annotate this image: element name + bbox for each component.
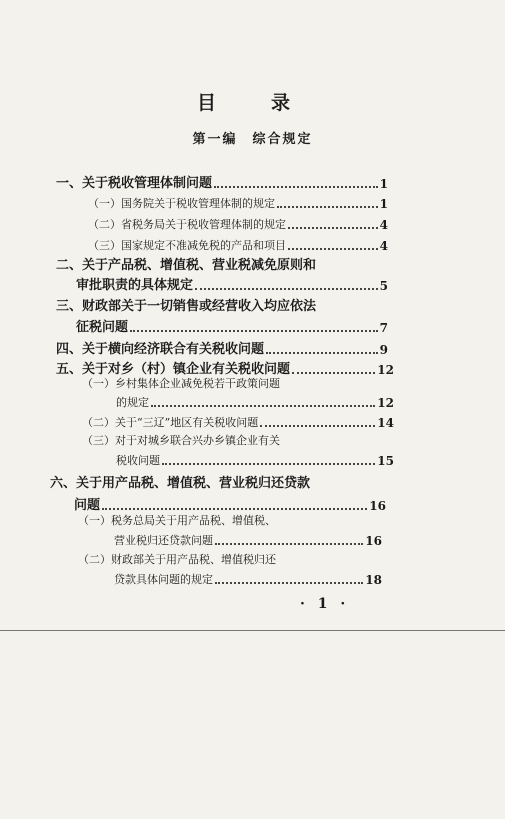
toc-entry-text: （一）国务院关于税收管理体制的规定 <box>88 197 275 210</box>
toc-entry-text: 一、关于税收管理体制问题 <box>56 176 213 191</box>
leader-dots <box>215 543 363 545</box>
toc-entry-5-1-line1[interactable]: （一）乡村集体企业减免税若干政策问题 <box>82 377 280 390</box>
toc-entry-6-1-line1[interactable]: （一）税务总局关于用产品税、增值税、 <box>78 514 276 527</box>
toc-entry-text: （二）关于“三辽”地区有关税收问题 <box>82 416 259 429</box>
leader-dots <box>130 330 378 332</box>
toc-entry-1-2[interactable] <box>88 216 388 232</box>
toc-entry-text: 营业税归还贷款问题 <box>114 534 213 547</box>
page-number: · 1 · <box>300 596 350 612</box>
toc-entry-5-1[interactable] <box>116 394 394 410</box>
toc-page-number: 12 <box>377 363 394 377</box>
toc-entry-4[interactable] <box>56 338 388 357</box>
toc-entry-1-3[interactable] <box>88 237 388 253</box>
toc-entry-6-2[interactable] <box>114 571 382 587</box>
leader-dots <box>292 372 375 374</box>
leader-dots <box>288 227 378 229</box>
page-bottom-rule <box>0 630 505 631</box>
leader-dots <box>266 352 378 354</box>
toc-page-number: 16 <box>365 534 382 548</box>
page-title: 目 录 <box>196 92 308 114</box>
toc-entry-text: （二）省税务局关于税收管理体制的规定 <box>88 218 286 231</box>
toc-entry-2[interactable] <box>76 274 388 293</box>
toc-entry-1[interactable] <box>56 172 388 191</box>
leader-dots <box>214 186 378 188</box>
section-heading: 第一编 综合规定 <box>192 132 313 147</box>
toc-page-number: 7 <box>379 321 388 335</box>
toc-entry-text: 贷款具体问题的规定 <box>114 573 213 586</box>
toc-page-number: 1 <box>379 197 388 211</box>
leader-dots <box>195 288 378 290</box>
leader-dots <box>102 508 367 510</box>
toc-entry-text: 税收问题 <box>116 454 160 467</box>
toc-page-number: 5 <box>379 279 388 293</box>
leader-dots <box>151 405 375 407</box>
toc-entry-5-3-line1[interactable]: （三）对于对城乡联合兴办乡镇企业有关 <box>82 434 280 447</box>
leader-dots <box>260 425 375 427</box>
toc-entry-5-2[interactable] <box>82 414 394 430</box>
toc-page-number: 12 <box>377 396 394 410</box>
toc-entry-text: 审批职责的具体规定 <box>76 278 194 293</box>
toc-page-number: 9 <box>379 343 388 357</box>
toc-page-number: 16 <box>369 499 386 513</box>
leader-dots <box>288 248 378 250</box>
toc-entry-6-line1[interactable]: 六、关于用产品税、增值税、营业税归还贷款 <box>50 476 311 491</box>
toc-entry-3-line1[interactable]: 三、财政部关于一切销售或经营收入均应依法 <box>56 299 317 314</box>
toc-entry-6-1[interactable] <box>114 532 382 548</box>
toc-entry-6[interactable] <box>74 494 386 513</box>
leader-dots <box>162 463 375 465</box>
toc-page-number: 18 <box>365 573 382 587</box>
toc-page-number: 4 <box>379 218 388 232</box>
leader-dots <box>215 582 363 584</box>
toc-entry-text: 的规定 <box>116 396 149 409</box>
toc-entry-3[interactable] <box>76 316 388 335</box>
toc-entry-text: （三）国家规定不准减免税的产品和项目 <box>88 239 286 252</box>
toc-entry-text: 四、关于横向经济联合有关税收问题 <box>56 342 265 357</box>
toc-page-number: 15 <box>377 454 394 468</box>
toc-entry-2-line1[interactable]: 二、关于产品税、增值税、营业税减免原则和 <box>56 258 317 273</box>
leader-dots <box>277 206 378 208</box>
toc-page-number: 14 <box>377 416 394 430</box>
toc-page-number: 4 <box>379 239 388 253</box>
toc-entry-text: 五、关于对乡（村）镇企业有关税收问题 <box>56 362 291 377</box>
toc-page-number: 1 <box>379 177 388 191</box>
toc-entry-text: 问题 <box>74 498 101 513</box>
toc-entry-text: 征税问题 <box>76 320 129 335</box>
toc-entry-5-3[interactable] <box>116 452 394 468</box>
toc-entry-6-2-line1[interactable]: （二）财政部关于用产品税、增值税归还 <box>78 553 276 566</box>
toc-entry-1-1[interactable] <box>88 195 388 211</box>
